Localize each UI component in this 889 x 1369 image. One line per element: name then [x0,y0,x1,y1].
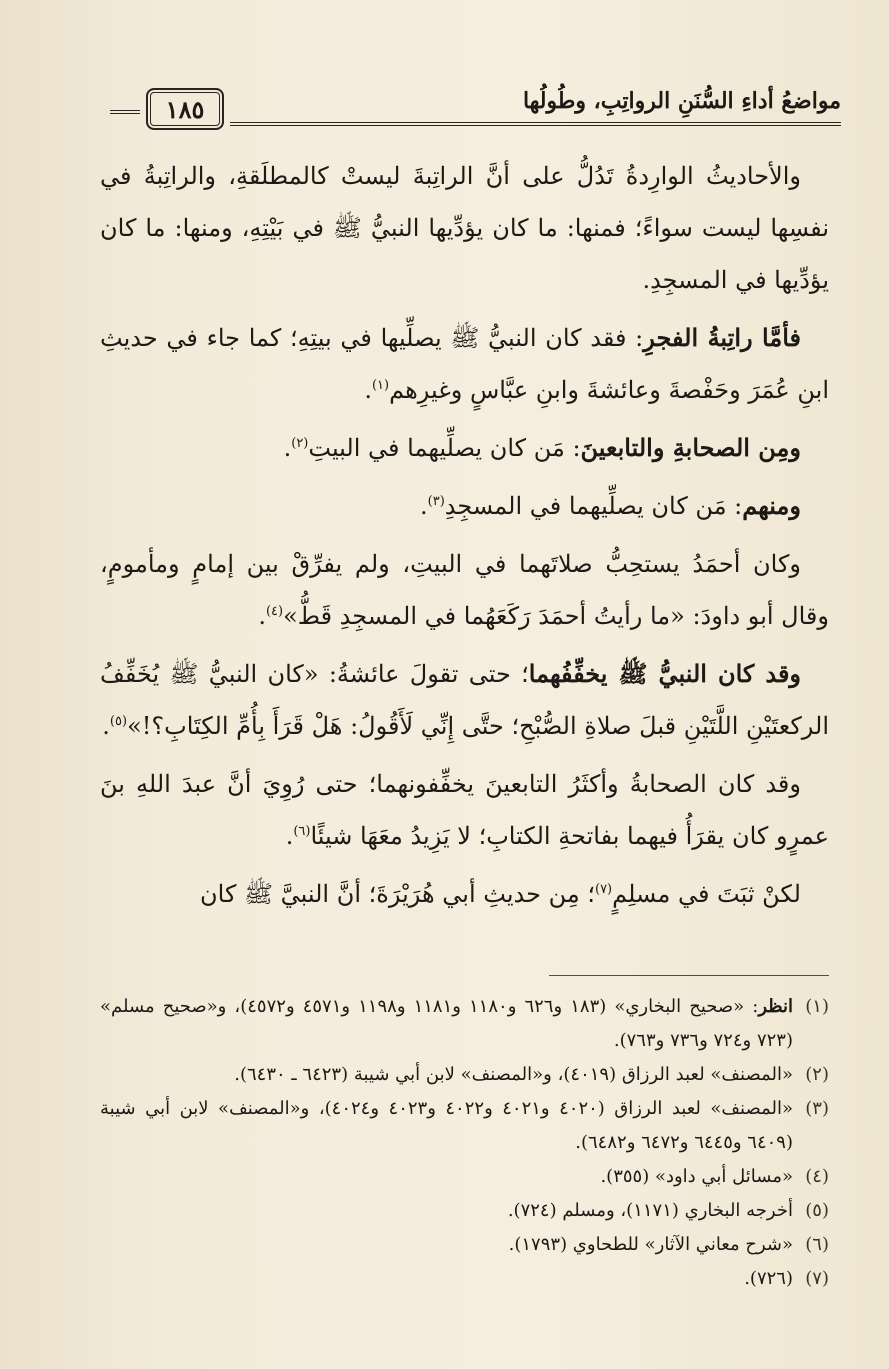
paragraph-4-text: : مَن كان يصلِّيهما في المسجِدِ [444,492,743,520]
paragraph-2-end: . [364,376,372,404]
paragraph-3 [100,422,829,474]
page-header [100,78,841,128]
footnote-ref-6: (٦) [293,824,311,839]
footnote-text: «المصنف» لعبد الرزاق (٤٠١٩)، و«المصنف» لابن أبي شيبة (٦٤٢٣ ـ ٦٤٣٠). [234,1064,793,1085]
paragraph-2-heading: فأمَّا راتِبةُ الفجرِ [643,323,801,352]
paragraph-2-text: : فقد كان النبيُّ ﷺ يصلِّيها في بيتِهِ؛ كما جاء في حديثِ ابنِ عُمَرَ وحَفْصةَ وعائشةَ وابنِ عبَّاسٍ وغيرِهم [100,324,829,404]
footnote-ref-7: (٧) [594,882,613,897]
paragraph-5-end: . [258,602,266,630]
paragraph-3-heading: ومِن الصحابةِ والتابعينَ [580,433,801,462]
paragraph-7-end: . [285,822,294,850]
footnote-bold: انظر [758,996,794,1017]
footnote-number: (٣) [805,1098,829,1119]
paragraph-8 [100,868,829,920]
footnote-5 [100,1194,829,1228]
paragraph-5 [100,538,829,642]
footnote-ref-3: (٣) [427,494,445,509]
header-rule [230,122,841,126]
paragraph-8-rest: ؛ مِن حديثِ أبي هُرَيْرَةَ؛ أنَّ النبيَّ ﷺ كان [200,880,595,908]
footnote-3 [100,1092,829,1160]
header-rule-short [110,110,140,114]
footnote-number: (٧) [805,1268,829,1289]
running-title: مواضعُ أداءِ السُّنَنِ الرواتِبِ، وطُولُها [522,88,841,114]
paragraph-7-text: وقد كان الصحابةُ وأكثَرُ التابعينَ يخفِّفونهما؛ حتى رُوِيَ أنَّ عبدَ اللهِ بنَ عمرٍو كان يقرَأُ فيهما بفاتحةِ الكتابِ؛ لا يَزِيدُ معَهَا شيئًا [100,770,829,850]
paragraph-6-end: . [102,712,110,740]
footnote-ref-4: (٤) [265,604,284,619]
paragraph-4-end: . [420,492,428,520]
paragraph-1-text: والأحاديثُ الوارِدةُ تَدُلُّ على أنَّ الراتِبةَ ليستْ كالمطلَقةِ، والراتِبةُ في نفسِها ليست سواءً؛ فمنها: ما كان يؤدِّيها النبيُّ ﷺ في بَيْتِهِ، ومنها: ما كان يؤدِّيها في المسجِدِ. [100,162,829,294]
footnote-text: (٧٢٦). [744,1268,793,1289]
footnote-2 [100,1058,829,1092]
footnote-ref-1: (١) [371,378,390,393]
paragraph-3-text: : مَن كان يصلِّيهما في البيتِ [308,434,581,462]
footnote-body: : «صحيح البخاري» (١٨٣ و٦٢٦ و١١٨٠ و١١٨١ و١١٩٨ و٤٥٧١ و٤٥٧٢)، و«صحيح مسلم» (٧٢٣ و٧٢٤ و٧٣٦ و٧٦٣). [100,996,793,1051]
footnote-ref-2: (٢) [291,436,309,451]
footnote-text: أخرجه البخاري (١١٧١)، ومسلم (٧٢٤). [507,1200,793,1221]
footnote-4 [100,1160,829,1194]
paragraph-6-text: ؛ حتى تقولَ عائشةُ: «كان النبيُّ ﷺ يُخَفِّفُ الركعتَيْنِ اللَّتَيْنِ قبلَ صلاةِ الصُّبْحِ؛ حتَّى إِنِّي لَأَقُولُ: هَلْ قَرَأَ بِأُمِّ الكِتَابِ؟!» [100,660,829,740]
footnote-7 [100,1262,829,1296]
footnote-text: «المصنف» لعبد الرزاق (٤٠٢٠ و٤٠٢١ و٤٠٢٢ و٤٠٢٣ و٤٠٢٤)، و«المصنف» لابن أبي شيبة (٦٤٠٩ و٦٤٤٥ و٦٤٧٢ و٦٤٨٢). [100,1098,793,1153]
paragraph-1 [100,150,829,306]
footnote-number: (٤) [805,1166,829,1187]
footnotes [100,990,829,1296]
footnote-text: «شرح معاني الآثار» للطحاوي (١٧٩٣). [508,1234,793,1255]
paragraph-8-text: لكنْ ثبَتَ في مسلِمٍ [612,880,801,908]
main-text [100,150,829,920]
footnote-1 [100,990,829,1058]
footnote-ref-5: (٥) [109,714,128,729]
footnote-number: (١) [805,996,829,1017]
paragraph-7 [100,758,829,862]
footnote-number: (٦) [805,1234,829,1255]
paragraph-5-text: وكان أحمَدُ يستحِبُّ صلاتَهما في البيتِ، ولم يفرِّقْ بين إمامٍ ومأمومٍ، وقال أبو داودَ: «ما رأيتُ أحمَدَ رَكَعَهُما في المسجِدِ قَطُّ» [100,550,829,630]
footnote-number: (٥) [805,1200,829,1221]
paragraph-4-heading: ومنهم [742,491,801,520]
footnote-separator [549,975,829,976]
paragraph-6-heading: وقد كان النبيُّ ﷺ يخفِّفُهما [528,659,802,688]
paragraph-4 [100,480,829,532]
paragraph-6 [100,648,829,752]
paragraph-2 [100,312,829,416]
footnote-text [100,990,793,1058]
page-number: ١٨٥ [146,88,224,130]
paragraph-3-end: . [283,434,292,462]
footnote-text: «مسائل أبي داود» (٣٥٥). [600,1166,793,1187]
footnote-number: (٢) [805,1064,829,1085]
footnote-6 [100,1228,829,1262]
